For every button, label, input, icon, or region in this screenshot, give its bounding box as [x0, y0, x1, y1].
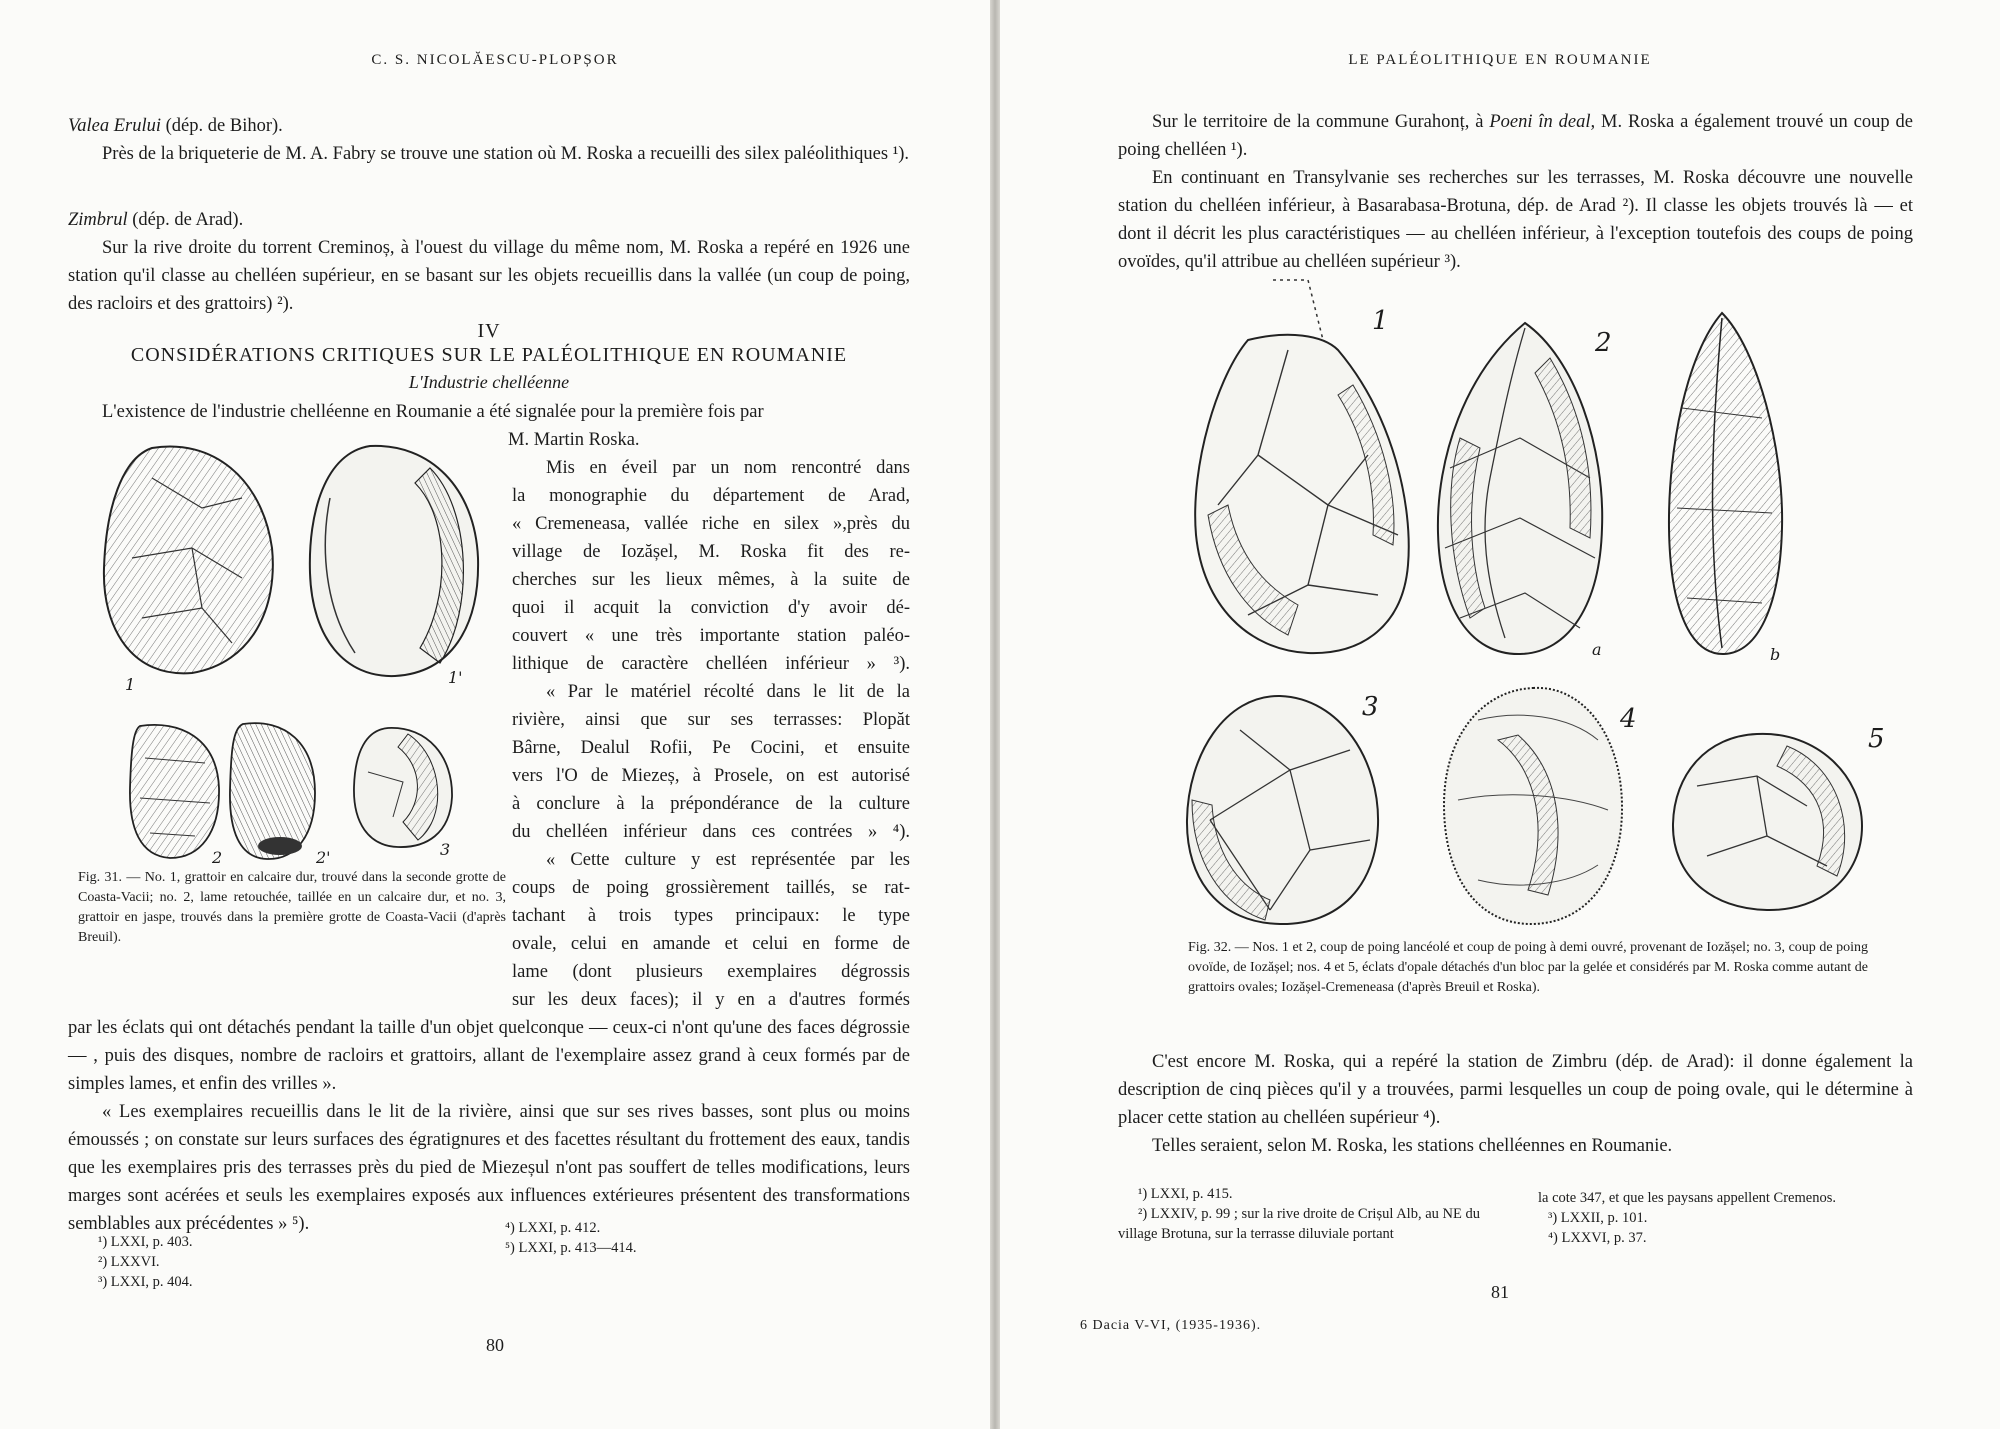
footnote: ²) LXXVI. — [98, 1254, 160, 1270]
section-title: CONSIDÉRATIONS CRITIQUES SUR LE PALÉOLITHIQUE EN ROUMANIE — [130, 344, 848, 366]
column-line: Mis en éveil par un nom rencontré dans — [546, 458, 910, 478]
footnote: ³) LXXII, p. 101. — [1548, 1210, 1648, 1226]
fig32-tool-2b — [1662, 308, 1790, 660]
entry-valea-erului-text: Près de la briqueterie de M. A. Fabry se trouve une station où M. Roska a recueilli des silex paléolithiques ¹). — [102, 144, 910, 164]
department: (dép. de Bihor). — [165, 116, 283, 136]
fig32-tool-2a — [1430, 318, 1610, 658]
column-line: « Cremeneasa, vallée riche en silex »,près du — [512, 514, 910, 534]
place-name: Zimbrul — [68, 210, 128, 230]
entry-zimbrul-text: Sur la rive droite du torrent Creminoș, à l'ouest du village du même nom, M. Roska a repéré en 1926 une station qu'il classe au chelléen supérieur, en se basant sur les objets recueillis dans la vallée (un coup de poing, des racloirs et des grattoirs) ²). — [68, 238, 910, 314]
footnote: ¹) LXXI, p. 403. — [98, 1234, 193, 1250]
running-head: LE PALÉOLITHIQUE EN ROUMANIE — [1348, 52, 1652, 68]
right-page — [1000, 0, 2000, 1429]
running-head: C. S. NICOLĂESCU-PLOPȘOR — [371, 52, 619, 68]
fig32-label-a: a — [1592, 640, 1602, 659]
colophon: 6 Dacia V-VI, (1935-1936). — [1080, 1318, 1262, 1333]
fig31-label-1: 1 — [125, 675, 136, 694]
column-line: « Cette culture y est représentée par les — [546, 850, 910, 870]
para-text: M. Roska a également trouvé un coup de poing chelléen ¹). — [1118, 112, 1913, 160]
fig32-label-b: b — [1770, 645, 1781, 664]
intro-paragraph-end: M. Martin Roska. — [508, 430, 640, 450]
page-number: 80 — [486, 1335, 504, 1355]
column-line: ovale, celui en amande et celui en forme de — [512, 934, 910, 954]
column-line: quoi il acquit la conviction d'y avoir dé- — [512, 598, 910, 618]
subsection-title: L'Industrie chelléenne — [408, 372, 570, 392]
place-name: Valea Erului — [68, 116, 162, 136]
column-line: lame (dont plusieurs exemplaires dégrossis — [512, 962, 910, 982]
footnotes-left-col2 — [505, 1218, 885, 1258]
fig32-tool-5 — [1667, 726, 1867, 916]
column-line: « Par le matériel récolté dans le lit de la — [546, 682, 910, 702]
column-line: sur les deux faces); il y en a d'autres formés — [512, 990, 910, 1010]
footnote: ⁴) LXXI, p. 412. — [505, 1220, 601, 1236]
fig31-tool-1-front — [92, 438, 282, 683]
section-number: IV — [477, 320, 501, 342]
left-page — [0, 0, 990, 1429]
department: (dép. de Arad). — [132, 210, 244, 230]
footnotes-right-col2 — [1538, 1188, 1928, 1248]
column-line: à conclure à la prépondérance de la culture — [512, 794, 910, 814]
page-number: 81 — [1491, 1282, 1509, 1302]
column-line: Bârne, Dealul Rofii, Pe Cocini, et ensuite — [512, 738, 910, 758]
fig32-label-4: 4 — [1620, 704, 1637, 734]
fig32-label-3: 3 — [1362, 692, 1379, 722]
intro-paragraph: L'existence de l'industrie chelléenne en Roumanie a été signalée pour la première fois par — [102, 402, 764, 422]
fig32-label-5: 5 — [1868, 724, 1885, 754]
column-line: tachant à trois types principaux: le type — [512, 906, 910, 926]
footnote: ³) LXXI, p. 404. — [98, 1274, 193, 1290]
column-text — [512, 454, 910, 1014]
fig32-tool-3 — [1180, 690, 1385, 930]
column-line: du chelléen inférieur dans ces contrées » ⁴). — [512, 822, 910, 842]
fig31-tool-2-front — [125, 718, 225, 863]
column-line: vers l'O de Miezeș, à Prosele, on est autorisé — [512, 766, 910, 786]
column-line: couvert « une très importante station paléo- — [512, 626, 910, 646]
column-line: cherches sur les lieux mêmes, à la suite de — [512, 570, 910, 590]
column-line: la monographie du département de Arad, — [512, 486, 910, 506]
footnote: la cote 347, et que les paysans appellent Cremenos. — [1538, 1190, 1836, 1206]
para-text: Sur le territoire de la commune Gurahonț, à — [1152, 112, 1484, 132]
fig31-tool-3 — [348, 722, 458, 852]
fig31-tool-1-side — [300, 438, 485, 683]
body-paragraph-2: « Les exemplaires recueillis dans le lit de la rivière, ainsi que sur ses rives basses, sont plus ou moins émoussés ; on constate sur leurs surfaces des égratignures et des facettes résultant du frottement des eaux, tandis que les exemplaires pris des terrasses près du pied de Miezeșul n'ont pas souffert de telles modifications, leurs marges sont acérées et seuls les exemplaires exposés aux influences extérieures présentent des transformations semblables aux précédentes » ⁵). — [68, 1102, 910, 1234]
footnotes-left-col1 — [98, 1232, 478, 1292]
footnote: ²) LXXIV, p. 99 ; sur la rive droite de Crișul Alb, au NE du village Brotuna, sur la terrasse diluviale portant — [1118, 1206, 1480, 1242]
fig32-tool-4 — [1438, 680, 1628, 930]
column-line: coups de poing grossièrement taillés, se rat- — [512, 878, 910, 898]
footnotes-right-col1 — [1118, 1184, 1503, 1244]
fig31-label-1-prime: 1' — [448, 668, 463, 687]
fig31-caption: Fig. 31. — No. 1, grattoir en calcaire dur, trouvé dans la seconde grotte de Coasta-Vacii; no. 2, lame retouchée, taillée en un calcaire dur, et no. 3, grattoir en jaspe, trouvés dans la première grotte de Coasta-Vacii (d'après Breuil). — [78, 870, 506, 945]
column-line: lithique de caractère chelléen inférieur » ³). — [512, 654, 910, 674]
entry-zimbrul-heading — [68, 206, 928, 234]
column-line: village de Iozășel, M. Roska fit des re- — [512, 542, 910, 562]
right-paragraph-2: En continuant en Transylvanie ses recherches sur les terrasses, M. Roska découvre une nouvelle station du chelléen inférieur, à Basarabasa-Brotuna, dép. de Arad ²). Il classe les objets trouvés là — et dont il décrit les plus caractéristiques — au chelléen inférieur, à l'exception toutefois des coups de poing ovoïdes, qu'il attribue au chelléen supérieur ³). — [1118, 168, 1913, 272]
book-gutter — [990, 0, 1000, 1429]
column-line: rivière, ainsi que sur ses terrasses: Plopăt — [512, 710, 910, 730]
fig31-label-3: 3 — [440, 840, 451, 859]
place-name: Poeni în deal, — [1489, 112, 1596, 132]
footnote: ¹) LXXI, p. 415. — [1138, 1186, 1233, 1202]
fig32-label-1: 1 — [1372, 306, 1389, 336]
right-paragraph-3: C'est encore M. Roska, qui a repéré la station de Zimbru (dép. de Arad): il donne également la description de cinq pièces qu'il y a trouvées, parmi lesquelles un coup de poing ovale, qui le détermine à placer cette station au chelléen supérieur ⁴). — [1118, 1052, 1913, 1128]
fig32-label-2: 2 — [1595, 328, 1612, 358]
fig31-tool-2-back — [225, 718, 320, 863]
fig31-label-2-prime: 2' — [316, 848, 331, 867]
footnote: ⁵) LXXI, p. 413—414. — [505, 1240, 637, 1256]
right-paragraph-4: Telles seraient, selon M. Roska, les stations chelléennes en Roumanie. — [1152, 1136, 1673, 1156]
fig31-label-2: 2 — [212, 848, 223, 867]
footnote: ⁴) LXXVI, p. 37. — [1548, 1230, 1647, 1246]
fig32-caption: Fig. 32. — Nos. 1 et 2, coup de poing lancéolé et coup de poing à demi ouvré, provenant de Iozășel; no. 3, coup de poing ovoïde, de Iozășel; nos. 4 et 5, éclats d'opale détachés d'un bloc par la gelée et considérés par M. Roska comme autant de grattoirs ovales; Iozășel-Cremeneasa (d'après Breuil et Roska). — [1188, 940, 1868, 995]
entry-valea-erului-heading — [68, 112, 928, 140]
body-paragraph-1: par les éclats qui ont détachés pendant la taille d'un objet quelconque — ceux-ci n'ont qu'une des faces dégrossie — , puis des disques, nombre de racloirs et grattoirs, allant de l'exemplaire assez grand à ceux formés par de simples lames, et enfin des vrilles ». — [68, 1018, 910, 1094]
right-paragraph-1 — [1118, 108, 1913, 164]
